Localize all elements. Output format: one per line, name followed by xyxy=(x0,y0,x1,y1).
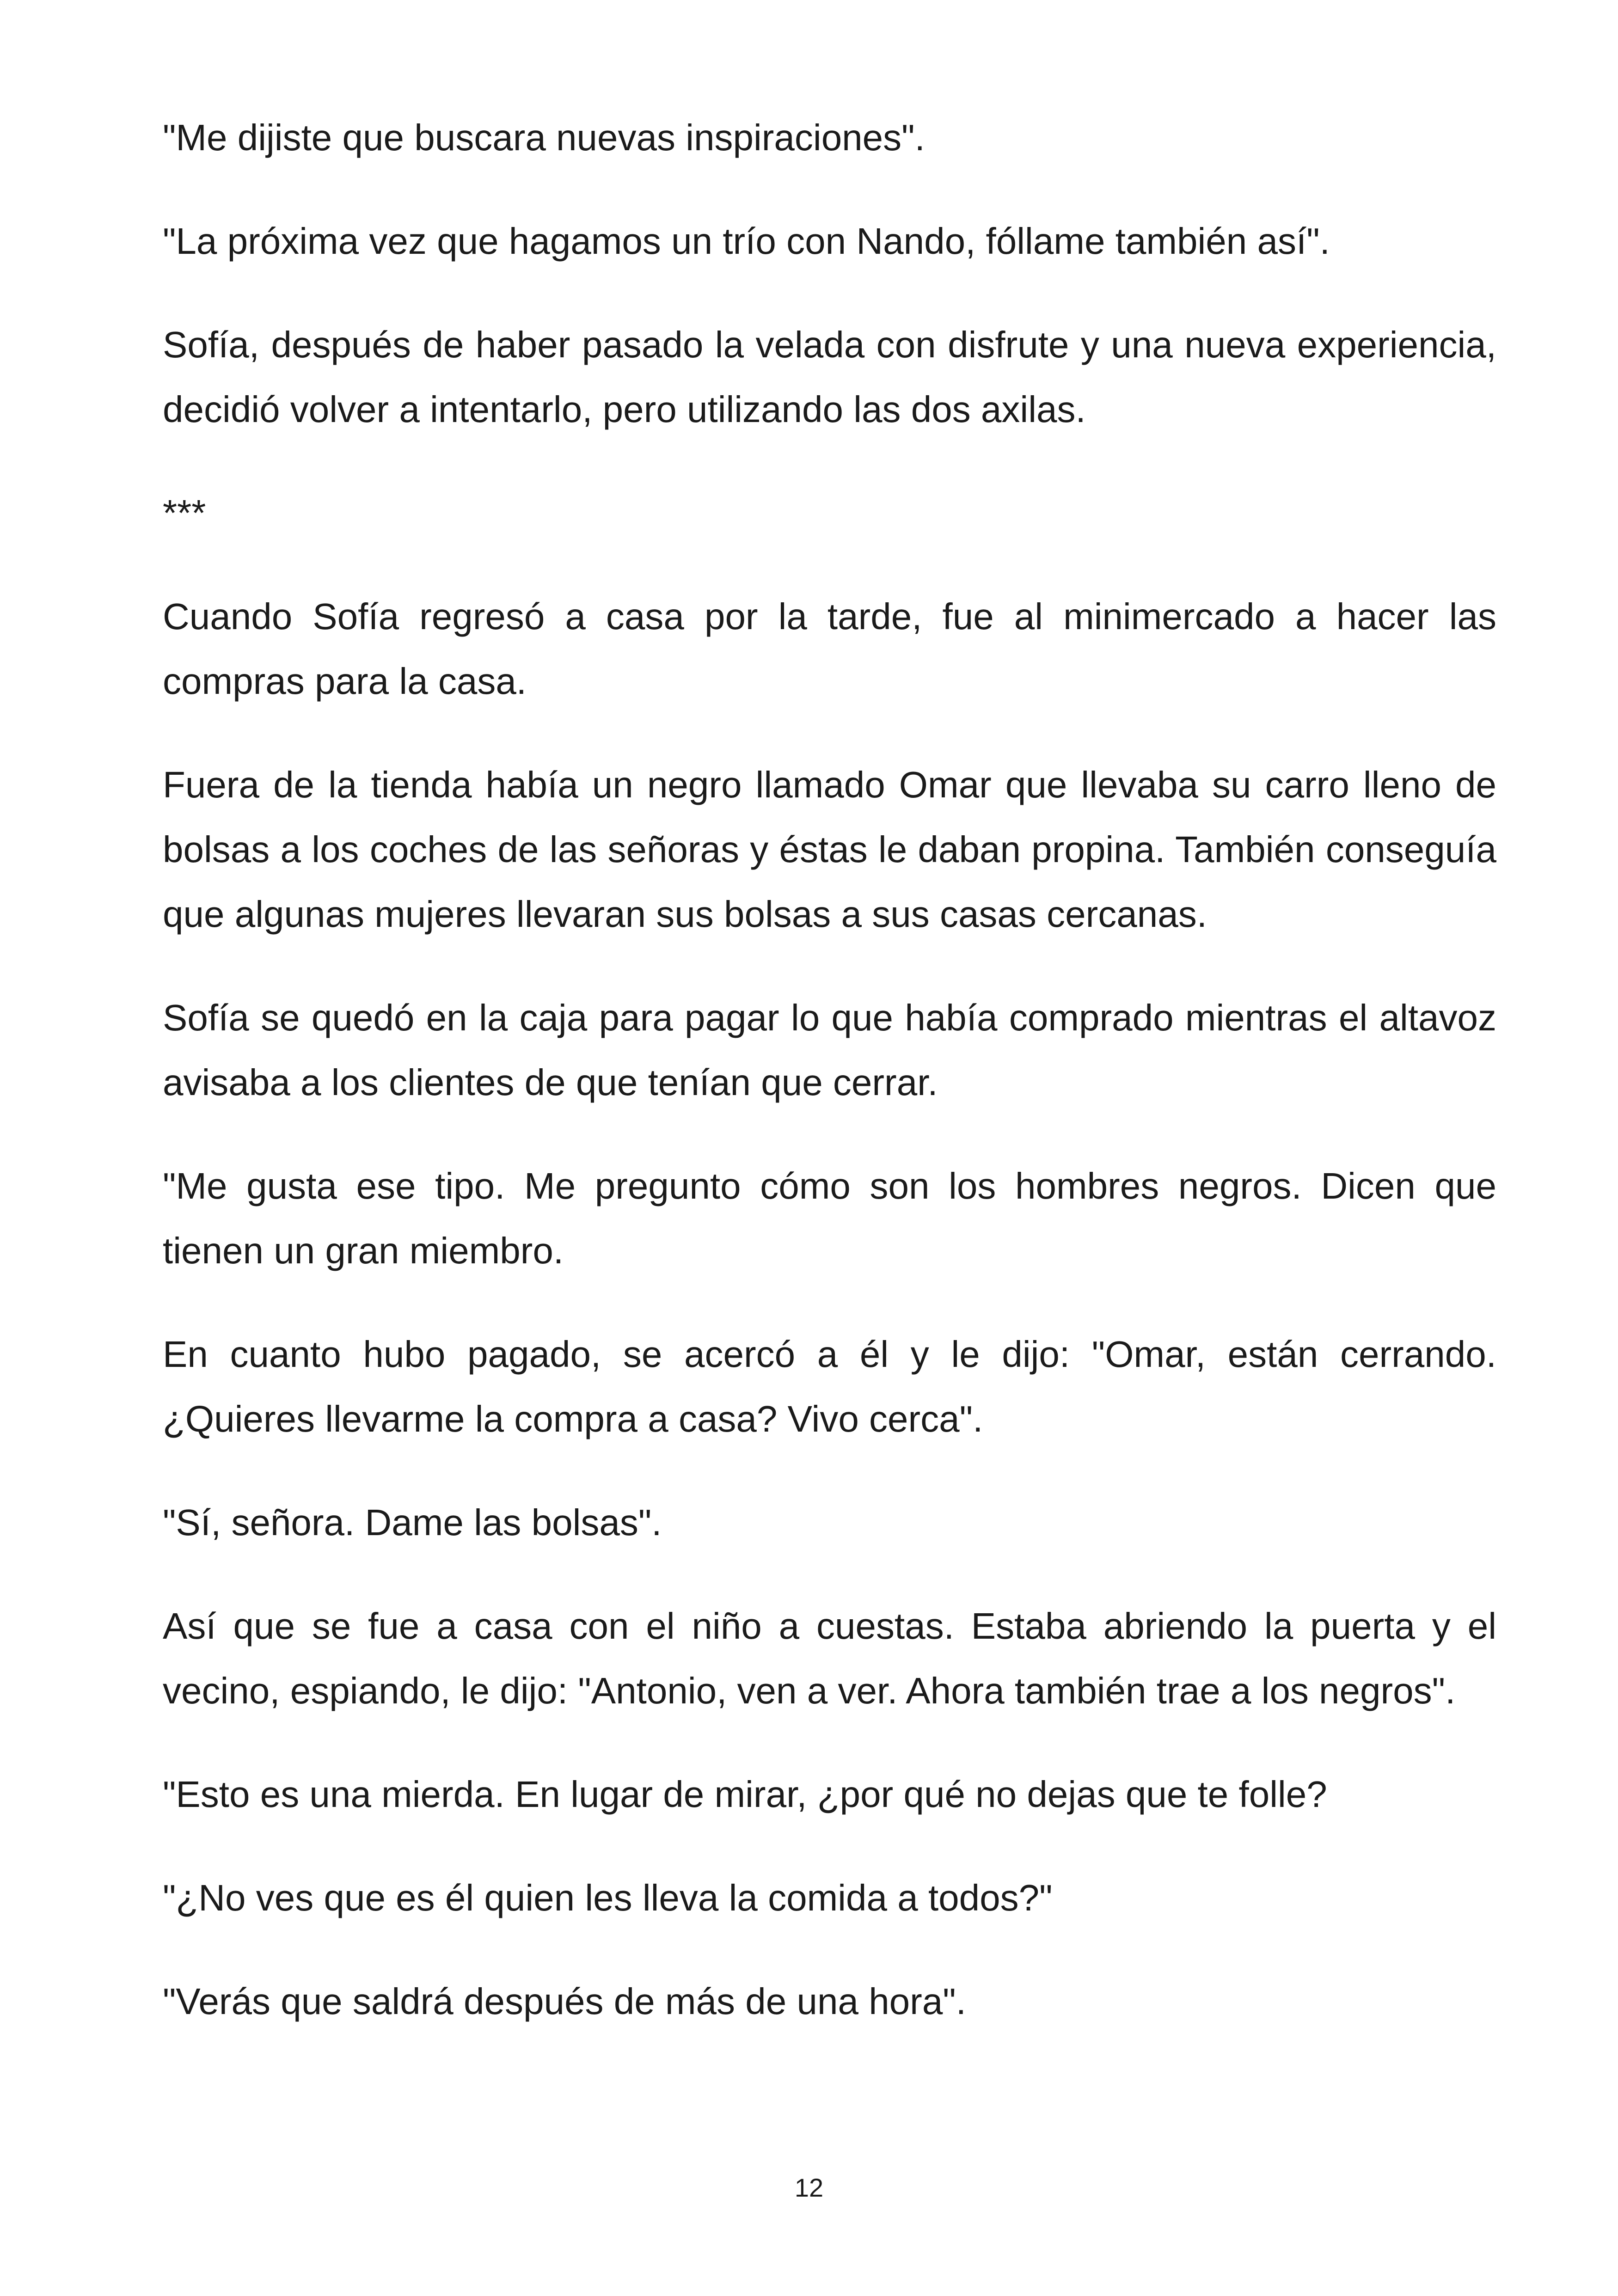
paragraph: "¿No ves que es él quien les lleva la comida a todos?" xyxy=(163,1877,1053,1918)
paragraph: "La próxima vez que hagamos un trío con Nando, fóllame también así". xyxy=(163,220,1330,262)
paragraph: Sofía, después de haber pasado la velada con disfrute y una nueva experiencia, decidió volver a intentarlo, pero utilizando las dos axilas. xyxy=(163,324,1496,430)
paragraph: "Sí, señora. Dame las bolsas". xyxy=(163,1502,662,1543)
paragraph: "Me gusta ese tipo. Me pregunto cómo son los hombres negros. Dicen que tienen un gran miembro. xyxy=(163,1165,1496,1271)
paragraph: Cuando Sofía regresó a casa por la tarde, fue al minimercado a hacer las compras para la casa. xyxy=(163,596,1496,702)
paragraph: "Esto es una mierda. En lugar de mirar, ¿por qué no dejas que te folle? xyxy=(163,1774,1327,1815)
paragraph: Así que se fue a casa con el niño a cuestas. Estaba abriendo la puerta y el vecino, espiando, le dijo: "Antonio, ven a ver. Ahora también trae a los negros". xyxy=(163,1605,1496,1711)
page-number: 12 xyxy=(794,2173,824,2202)
section-separator: *** xyxy=(163,492,206,533)
paragraph: "Verás que saldrá después de más de una hora". xyxy=(163,1981,966,2022)
paragraph: Sofía se quedó en la caja para pagar lo que había comprado mientras el altavoz avisaba a los clientes de que tenían que cerrar. xyxy=(163,997,1496,1103)
page-body-text xyxy=(163,105,1496,2073)
paragraph: Fuera de la tienda había un negro llamado Omar que llevaba su carro lleno de bolsas a los coches de las señoras y éstas le daban propina. También conseguía que algunas mujeres llevaran sus bolsas a sus casas cercanas. xyxy=(163,764,1496,935)
paragraph: "Me dijiste que buscara nuevas inspiraciones". xyxy=(163,117,925,158)
paragraph: En cuanto hubo pagado, se acercó a él y le dijo: "Omar, están cerrando. ¿Quieres llevarme la compra a casa? Vivo cerca". xyxy=(163,1334,1496,1439)
